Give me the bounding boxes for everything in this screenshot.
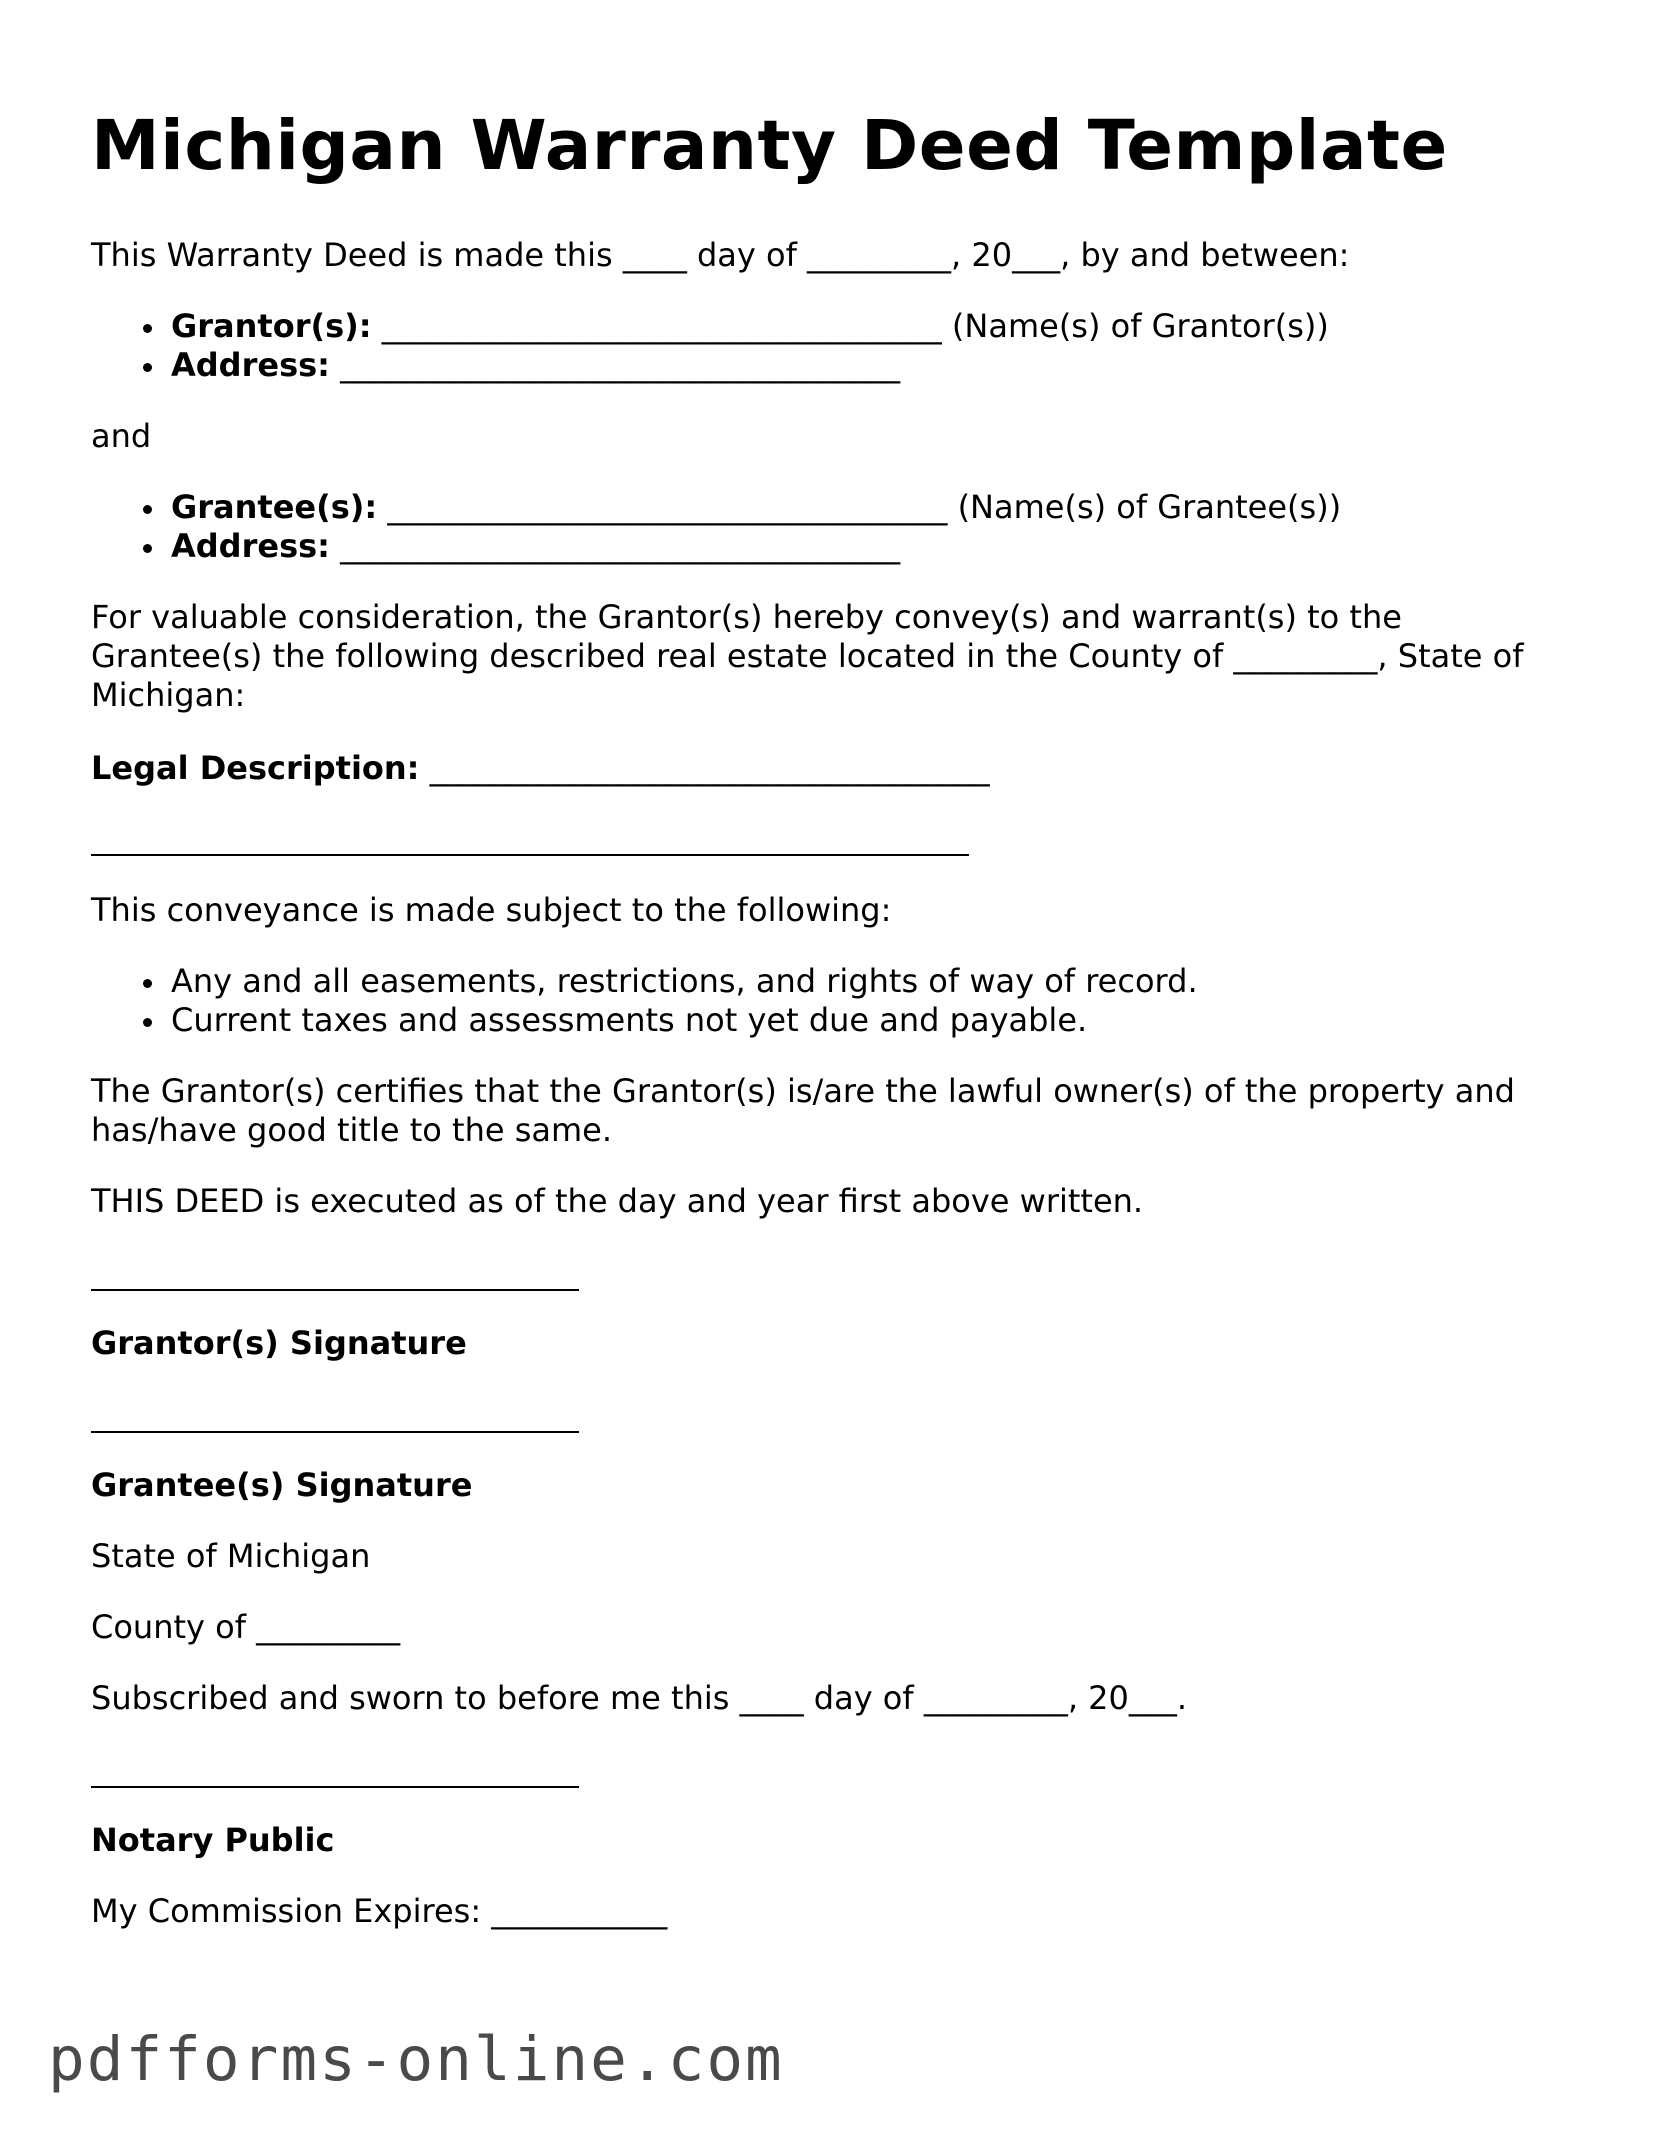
notary-signature-line — [91, 1786, 579, 1788]
grantor-signature-label: Grantor(s) Signature — [91, 1324, 467, 1362]
county-text: County of _________ — [91, 1608, 401, 1646]
intro-text: This Warranty Deed is made this ____ day of _________, 20___, by and between: — [91, 236, 1350, 274]
sworn-text: Subscribed and sworn to before me this ____ day of _________, 20___. — [91, 1679, 1188, 1717]
grantee-name-item — [171, 488, 1341, 527]
page-title: Michigan Warranty Deed Template — [91, 106, 1448, 186]
subject-item: Current taxes and assessments not yet due and payable. — [171, 1001, 1088, 1039]
subject-intro-text: This conveyance is made subject to the following: — [91, 891, 892, 929]
subject-item: Any and all easements, restrictions, and rights of way of record. — [171, 962, 1198, 1000]
commission-text: My Commission Expires: ___________ — [91, 1892, 668, 1930]
grantee-signature-line — [91, 1431, 579, 1433]
grantee-address-label: Address: — [171, 527, 330, 565]
grantee-signature-label: Grantee(s) Signature — [91, 1466, 473, 1504]
grantor-address-blank: ___________________________________ — [329, 346, 901, 384]
legal-description-continuation-line — [91, 854, 969, 856]
grantee-address-item — [171, 527, 900, 566]
watermark: pdfforms-online.com — [48, 2024, 784, 2095]
grantee-name-label: Grantee(s): — [171, 488, 378, 526]
grantor-name-label: Grantor(s): — [171, 307, 372, 345]
legal-description-blank: ___________________________________ — [419, 749, 990, 787]
certification-text: The Grantor(s) certifies that the Grantor(s) is/are the lawful owner(s) of the property and has/have good title to the same. — [91, 1072, 1515, 1149]
grantor-name-item — [171, 307, 1329, 346]
grantor-name-blank: ___________________________________ (Name(s) of Grantor(s)) — [371, 307, 1329, 345]
grantor-address-label: Address: — [171, 346, 330, 384]
execution-text: THIS DEED is executed as of the day and year first above written. — [91, 1182, 1144, 1220]
notary-label: Notary Public — [91, 1821, 335, 1859]
legal-description-label: Legal Description: — [91, 749, 420, 787]
legal-description — [91, 749, 990, 788]
grantee-address-blank: ___________________________________ — [329, 527, 901, 565]
grantee-name-blank: ___________________________________ (Name(s) of Grantee(s)) — [377, 488, 1342, 526]
consideration-text: For valuable consideration, the Grantor(s) hereby convey(s) and warrant(s) to the Grantee(s) the following described real estate located in the County of _________, State of Michigan: — [91, 598, 1524, 714]
grantor-signature-line — [91, 1289, 579, 1291]
and-text: and — [91, 417, 152, 455]
grantor-address-item — [171, 346, 900, 385]
state-text: State of Michigan — [91, 1537, 371, 1575]
